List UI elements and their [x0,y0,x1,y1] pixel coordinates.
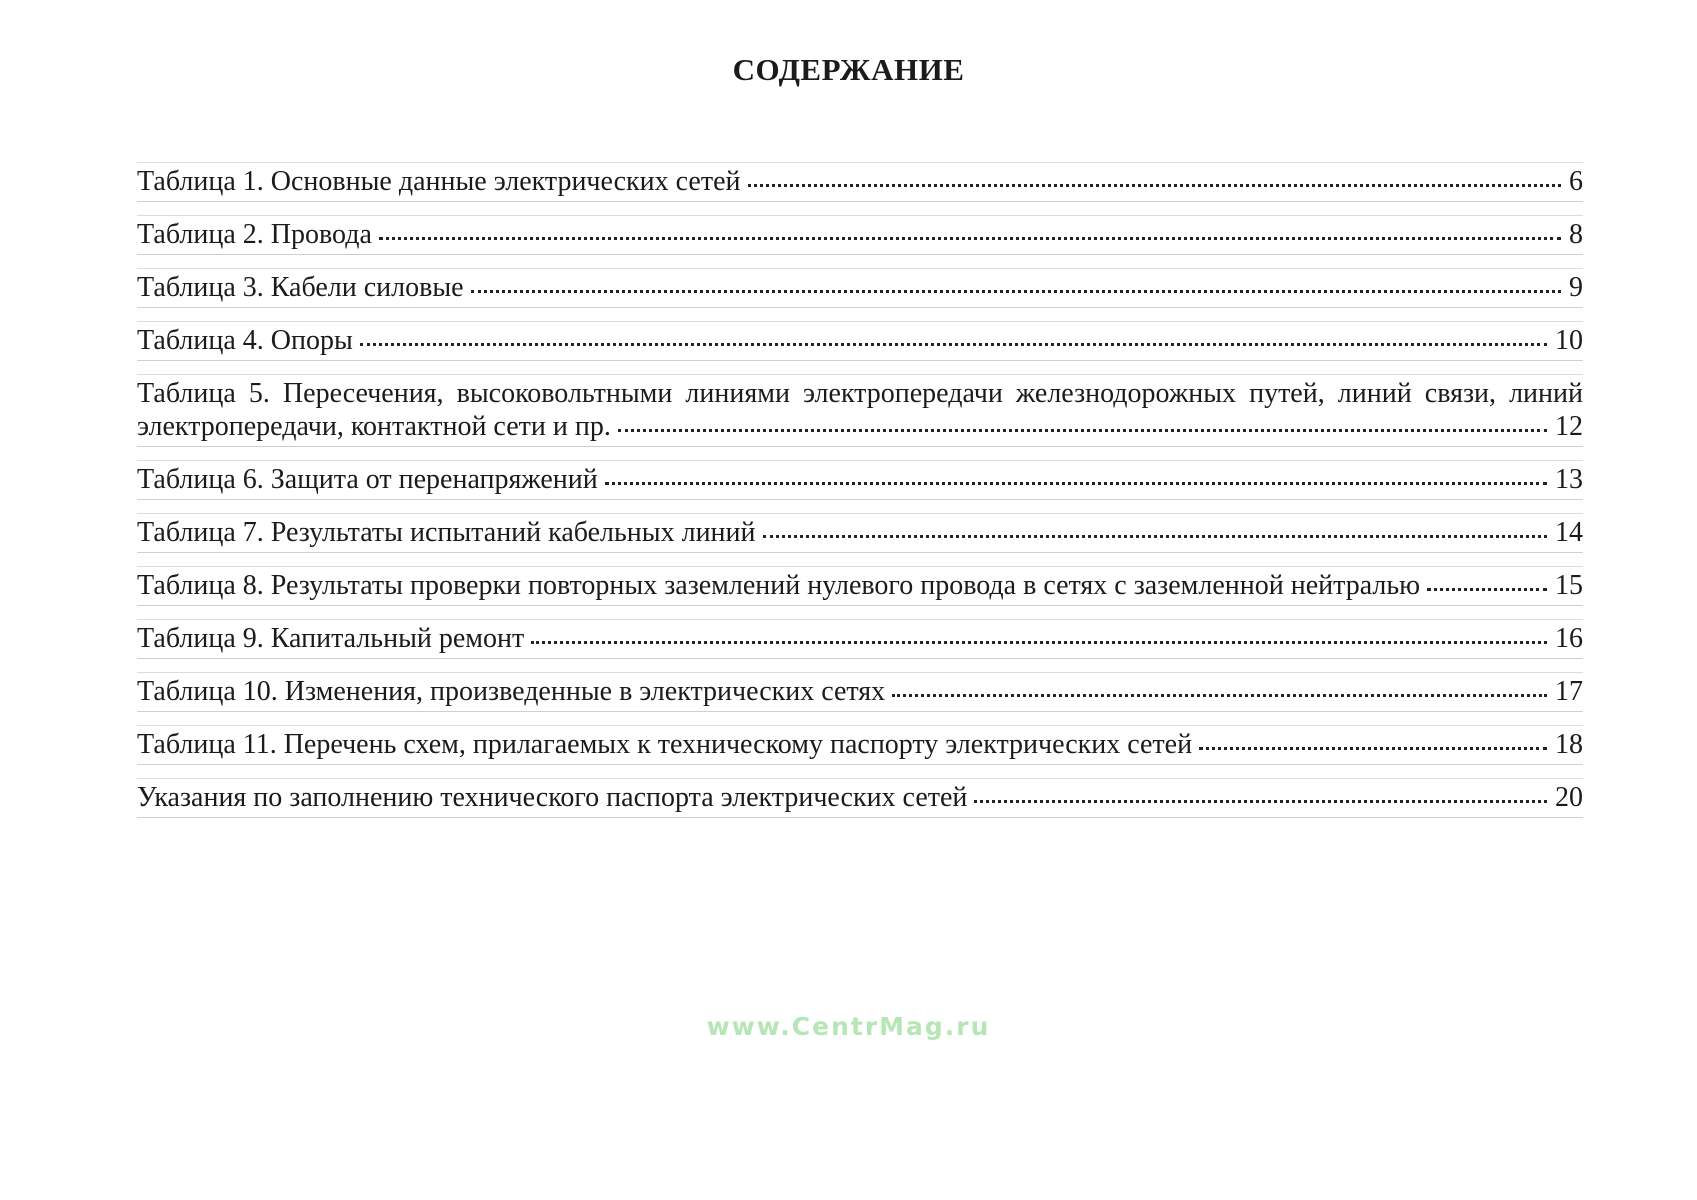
dot-leader [1199,747,1547,750]
dot-leader [471,290,1561,293]
toc-entry [137,672,1583,712]
dot-leader [892,694,1547,697]
dot-leader [618,429,1547,432]
toc-entry [137,268,1583,308]
toc-entry-page-number: 12 [1555,411,1583,442]
toc-entry-page-number: 18 [1555,729,1583,760]
dot-leader [379,237,1561,240]
toc-entry [137,162,1583,202]
toc-entry-page-number: 10 [1555,325,1583,356]
toc-entry-title: Таблица 6. Защита от перенапряжений [137,464,598,495]
dot-leader [1427,588,1547,591]
toc-entry-page-number: 13 [1555,464,1583,495]
toc-entry-leader-row [137,781,1583,814]
page-title: СОДЕРЖАНИЕ [732,52,965,87]
toc-entry [137,321,1583,361]
toc-entry [137,215,1583,255]
toc-entry-leader-row [137,218,1583,251]
toc-entry-title: электропередачи, контактной сети и пр. [137,411,611,442]
toc-entry-leader-row [137,675,1583,708]
toc-entry-title-first-line: Таблица 5. Пересечения, высоковольтными линиями электропередачи железнодорожных путей, линий связи, линий [137,378,1583,409]
toc-entry-leader-row [137,271,1583,304]
toc-entry-title: Таблица 11. Перечень схем, прилагаемых к техническому паспорту электрических сетей [137,729,1193,760]
dot-leader [360,343,1547,346]
toc-entry-page-number: 20 [1555,782,1583,813]
toc-entry [137,725,1583,765]
toc-entry-title: Таблица 1. Основные данные электрических сетей [137,166,741,197]
toc-entry [137,460,1583,500]
toc-entry-title: Указания по заполнению технического паспорта электрических сетей [137,782,968,813]
toc-entry-page-number: 17 [1555,676,1583,707]
toc-entry-page-number: 14 [1555,517,1583,548]
toc-entry-page-number: 15 [1555,570,1583,601]
table-of-contents [137,162,1583,818]
dot-leader [763,535,1547,538]
toc-entry-title: Таблица 4. Опоры [137,325,353,356]
toc-entry-leader-row [137,463,1583,496]
toc-entry-title: Таблица 8. Результаты проверки повторных заземлений нулевого провода в сетях с заземленной нейтралью [137,570,1421,601]
dot-leader [974,800,1547,803]
dot-leader [531,641,1547,644]
toc-entry [137,374,1583,447]
toc-entry [137,513,1583,553]
toc-entry-page-number: 16 [1555,623,1583,654]
toc-entry [137,566,1583,606]
toc-entry-leader-row [137,410,1583,443]
toc-entry-page-number: 9 [1569,272,1583,303]
toc-entry-title: Таблица 7. Результаты испытаний кабельных линий [137,517,756,548]
toc-entry-title: Таблица 3. Кабели силовые [137,272,464,303]
dot-leader [605,482,1547,485]
toc-entry-leader-row [137,165,1583,198]
toc-entry [137,619,1583,659]
toc-entry-leader-row [137,324,1583,357]
toc-entry-title: Таблица 2. Провода [137,219,372,250]
toc-entry [137,778,1583,818]
toc-entry-leader-row [137,728,1583,761]
toc-entry-title: Таблица 9. Капитальный ремонт [137,623,525,654]
toc-entry-title: Таблица 10. Изменения, произведенные в электрических сетях [137,676,886,707]
toc-entry-page-number: 6 [1569,166,1583,197]
toc-entry-leader-row [137,516,1583,549]
toc-entry-page-number: 8 [1569,219,1583,250]
dot-leader [748,184,1562,187]
toc-entry-leader-row [137,622,1583,655]
watermark-text: www.CentrMag.ru [706,1012,991,1041]
toc-entry-leader-row [137,569,1583,602]
